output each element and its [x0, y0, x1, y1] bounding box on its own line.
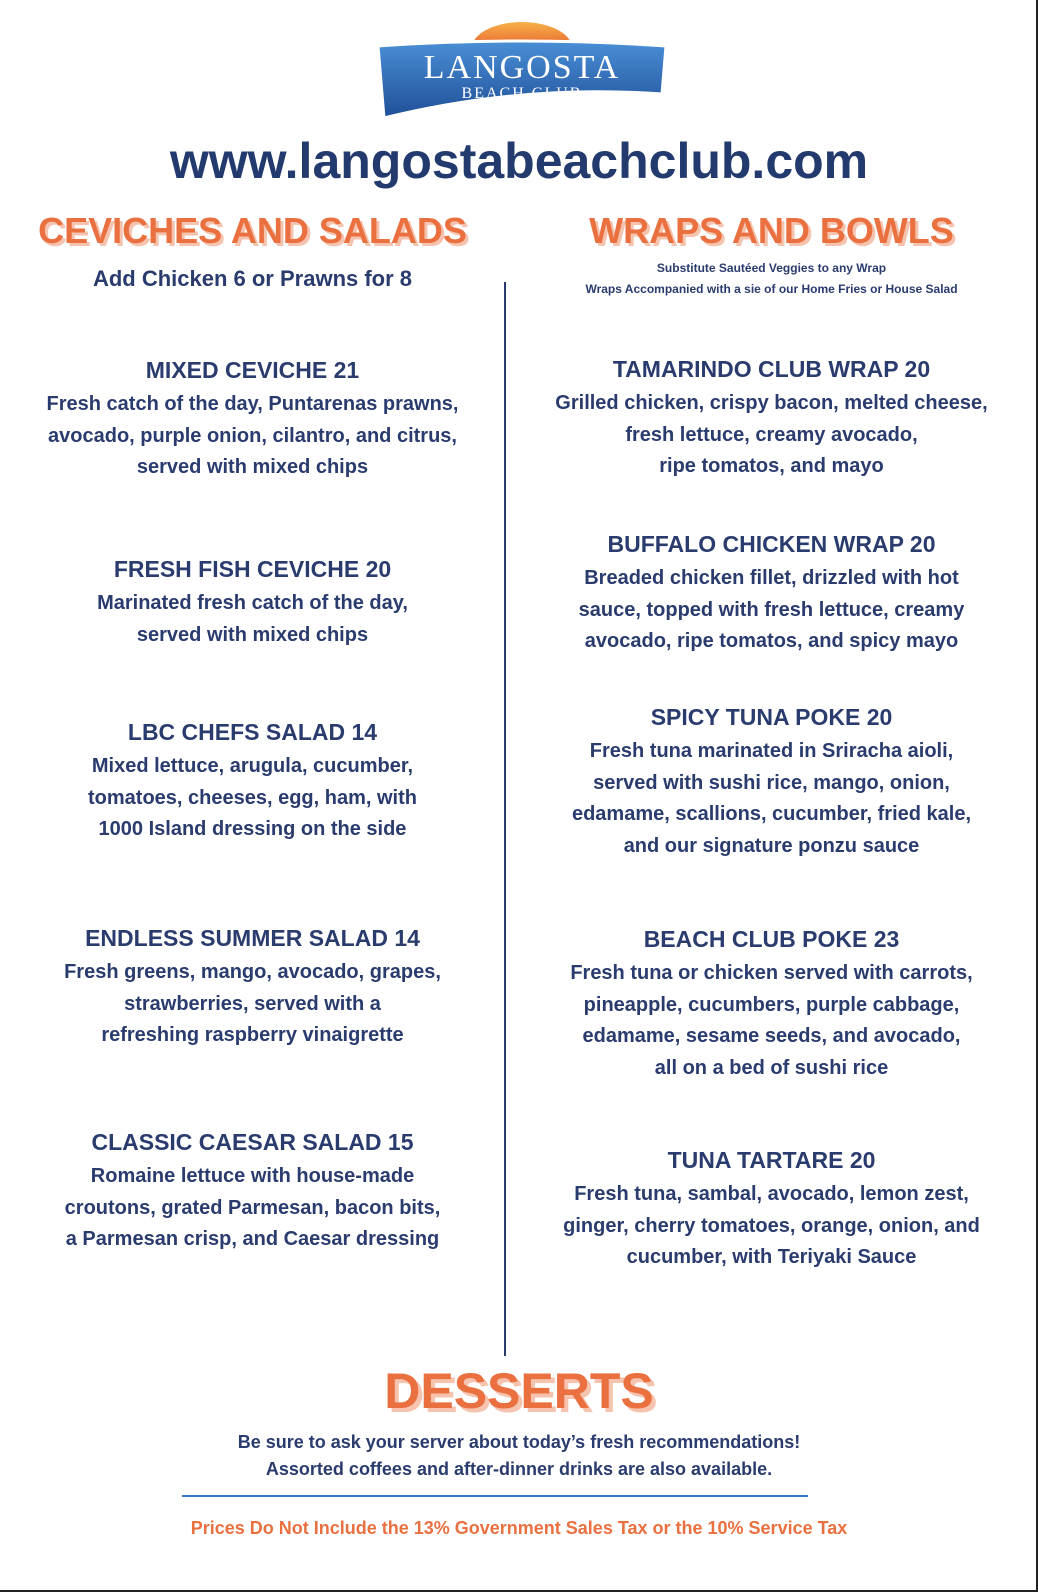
add-protein-note: Add Chicken 6 or Prawns for 8 [92, 266, 413, 291]
footer-divider [182, 1495, 808, 1497]
menu-item-fresh-fish-ceviche [0, 554, 505, 651]
item-description: Mixed lettuce, arugula, cucumber, tomatoes, cheeses, egg, ham, with 1000 Island dressing on the side [88, 755, 417, 840]
item-title: FRESH FISH CEVICHE 20 [113, 556, 392, 582]
item-title: SPICY TUNA POKE 20 [650, 704, 893, 730]
menu-item-endless-summer-salad [0, 923, 505, 1052]
menu-item-tamarindo-club-wrap [519, 354, 1024, 483]
desserts-title: DESSERTS [384, 1363, 654, 1419]
menu-item-lbc-chefs-salad [0, 717, 505, 846]
menu-item-buffalo-chicken-wrap [519, 529, 1024, 658]
item-description: Romaine lettuce with house-made croutons, grated Parmesan, bacon bits, a Parmesan crisp, and Caesar dressing [64, 1165, 441, 1250]
item-description: Breaded chicken fillet, drizzled with hot sauce, topped with fresh lettuce, creamy avocado, ripe tomatos, and spicy mayo [578, 567, 965, 652]
desserts-line-2: Assorted coffees and after-dinner drinks are also available. [265, 1459, 773, 1479]
item-description: Grilled chicken, crispy bacon, melted cheese, fresh lettuce, creamy avocado, ripe tomatos, and mayo [555, 392, 988, 477]
item-title: LBC CHEFS SALAD 14 [127, 719, 378, 745]
item-title: CLASSIC CAESAR SALAD 15 [91, 1129, 414, 1155]
wraps-section-title: WRAPS AND BOWLS [589, 210, 954, 251]
item-title: MIXED CEVICHE 21 [145, 357, 360, 383]
item-description: Fresh tuna, sambal, avocado, lemon zest, ginger, cherry tomatoes, orange, onion, and cucumber, with Teriyaki Sauce [563, 1183, 980, 1268]
logo-line-1: LANGOSTA [423, 49, 621, 86]
menu-item-beach-club-poke [519, 924, 1024, 1084]
accompanied-note: Wraps Accompanied with a sie of our Home Fries or House Salad [585, 282, 958, 296]
item-title: ENDLESS SUMMER SALAD 14 [85, 925, 420, 951]
website-url[interactable]: www.langostabeachclub.com [169, 133, 869, 189]
menu-item-classic-caesar-salad [0, 1127, 505, 1256]
ceviches-section-title: CEVICHES AND SALADS [38, 210, 467, 251]
item-description: Fresh tuna marinated in Sriracha aioli, served with sushi rice, mango, onion, edamame, scallions, cucumber, fried kale, and our signature ponzu sauce [571, 740, 972, 857]
logo-line-2: BEACH CLUB [461, 85, 583, 102]
item-description: Marinated fresh catch of the day, served with mixed chips [97, 592, 408, 646]
ceviches-and-salads-column [0, 210, 505, 292]
substitute-note: Substitute Sautéed Veggies to any Wrap [656, 261, 887, 275]
item-title: BUFFALO CHICKEN WRAP 20 [607, 531, 936, 557]
item-description: Fresh catch of the day, Puntarenas prawns, avocado, purple onion, cilantro, and citrus, served with mixed chips [46, 393, 459, 478]
menu-item-mixed-ceviche [0, 355, 505, 484]
wraps-and-bowls-column [519, 210, 1024, 300]
item-title: TUNA TARTARE 20 [667, 1147, 876, 1173]
item-description: Fresh greens, mango, avocado, grapes, strawberries, served with a refreshing raspberry vinaigrette [64, 961, 441, 1046]
desserts-line-1: Be sure to ask your server about today’s fresh recommendations! [237, 1432, 801, 1452]
item-description: Fresh tuna or chicken served with carrots, pineapple, cucumbers, purple cabbage, edamame, sesame seeds, and avocado, all on a bed of sushi rice [570, 962, 973, 1079]
menu-item-spicy-tuna-poke [519, 702, 1024, 862]
tax-disclaimer: Prices Do Not Include the 13% Government Sales Tax or the 10% Service Tax [190, 1518, 848, 1538]
menu-item-tuna-tartare [519, 1145, 1024, 1274]
item-title: TAMARINDO CLUB WRAP 20 [612, 356, 931, 382]
langosta-beach-club-logo [374, 12, 670, 122]
item-title: BEACH CLUB POKE 23 [643, 926, 900, 952]
